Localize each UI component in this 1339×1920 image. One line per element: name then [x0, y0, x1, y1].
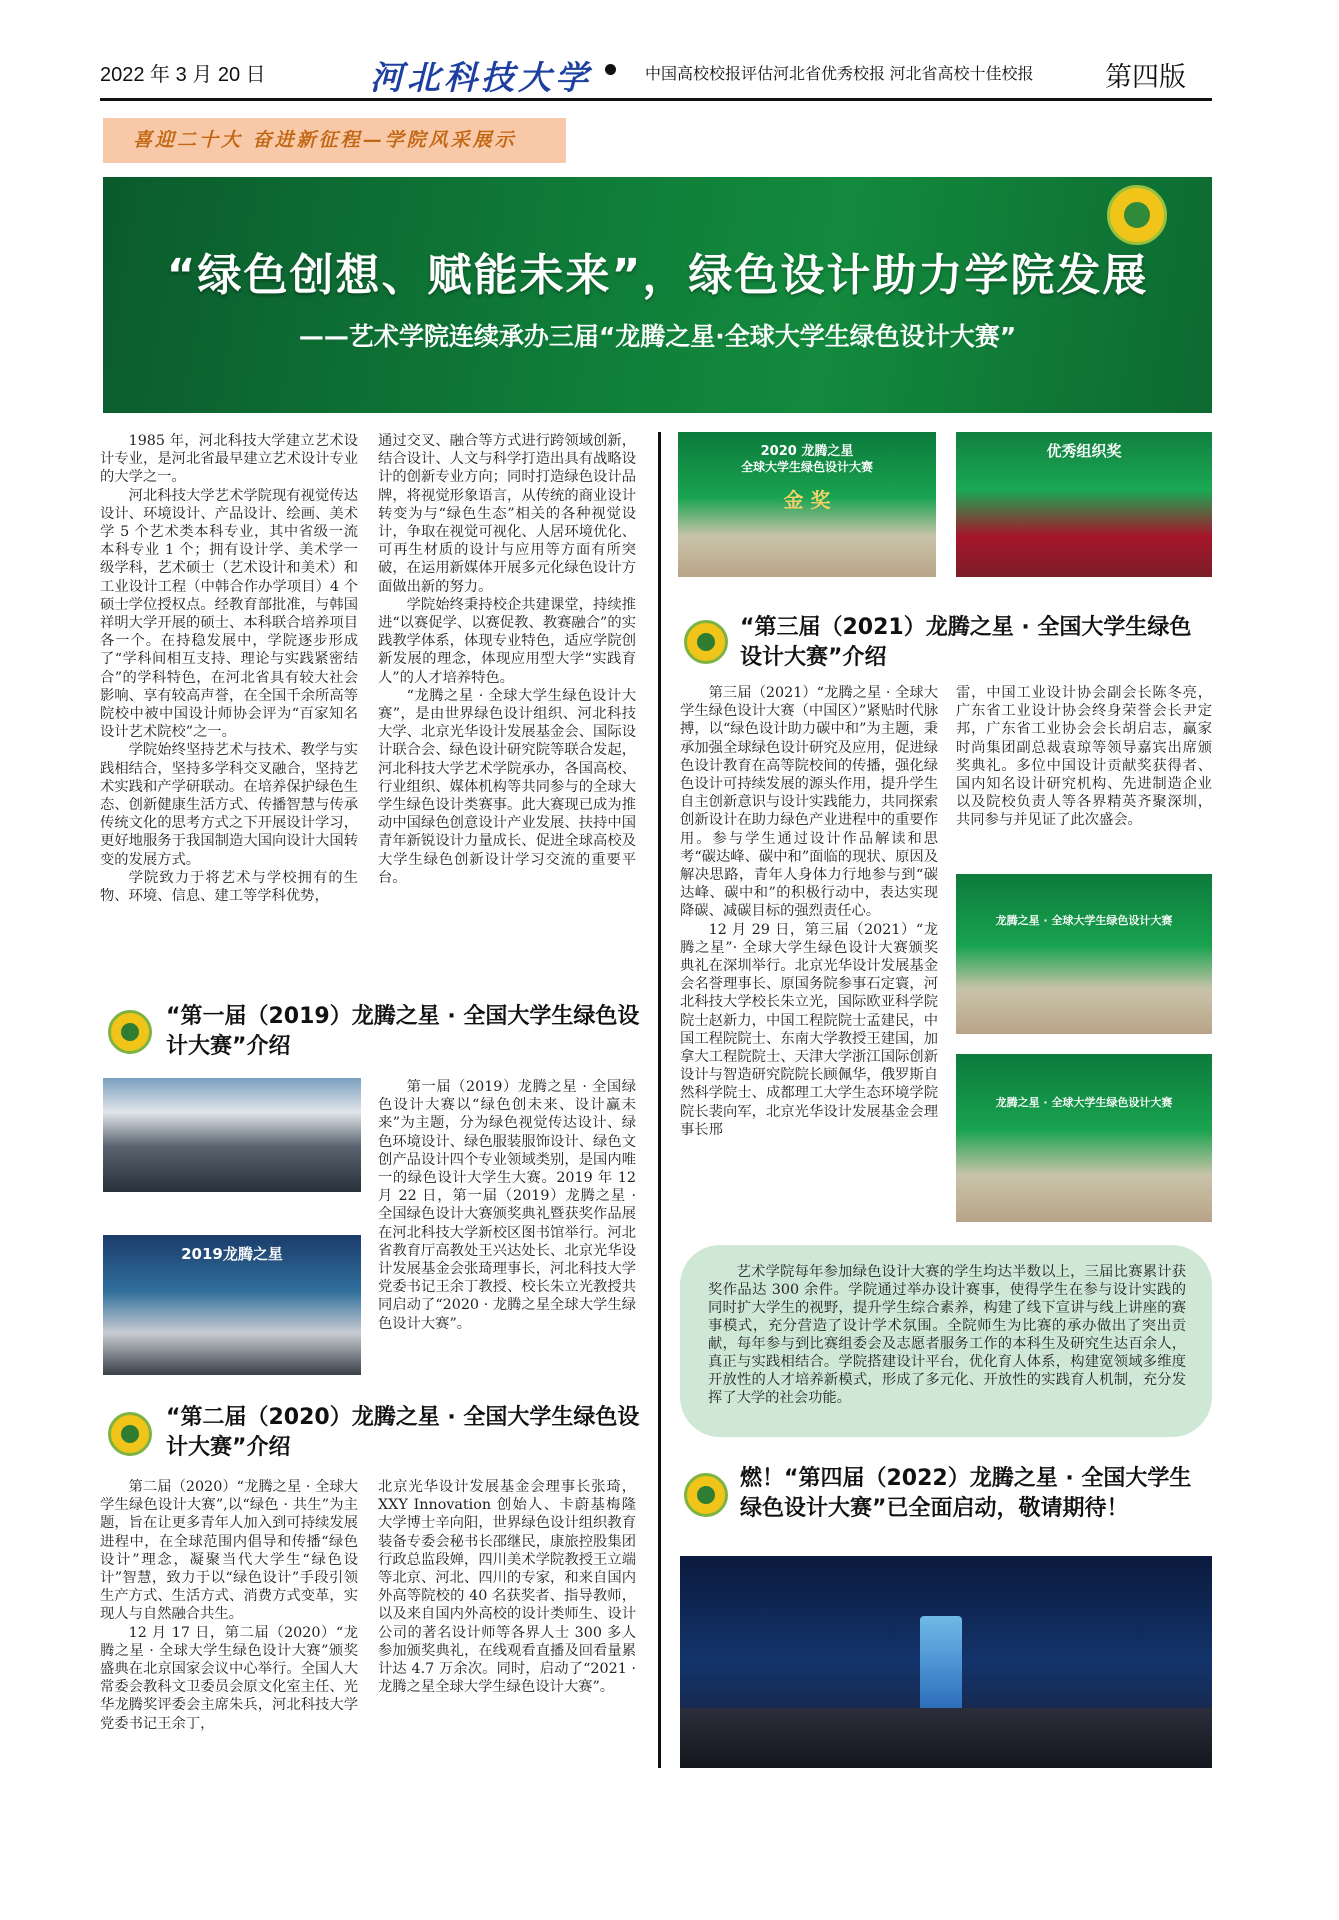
paragraph: 12 月 17 日，第二届（2020）“龙腾之星 · 全球大学生绿色设计大赛”颁奖盛典在北京国家会议中心举行。全国人大常委会教科文卫委员会原文化室主任、光华龙腾奖评委会主席朱兵，河北科技大学党委书记王余丁，	[100, 1624, 358, 1732]
photo-2019-ceremony	[103, 1235, 361, 1375]
page-number: 第四版	[1105, 62, 1186, 92]
paragraph: 第二届（2020）“龙腾之星 · 全球大学生绿色设计大赛”,以“绿色 · 共生”为主题，旨在让更多青年人加入到可持续发展进程中，在全球范围内倡导和传播“绿色设计”理念，凝聚当代大学生“绿色设计”智慧，致力于以“绿色设计”手段引领生产方式、生活方式、消费方式变革，实现人与自然融合共生。	[100, 1479, 358, 1623]
photo-2022-launch	[680, 1556, 1212, 1768]
masthead	[100, 52, 1212, 101]
paragraph: 学院始终秉持校企共建课堂，持续推进“以赛促学、以赛促教、教赛融合”的实践教学体系，体现专业特色，适应学院创新发展的理念，体现应用型大学“实践育人”的人才培养特色。	[378, 596, 636, 686]
intro-column-1	[100, 432, 358, 905]
paragraph: 第一届（2019）龙腾之星 · 全国绿色设计大赛以“绿色创未来、设计赢未来”为主题，分为绿色视觉传达设计、绿色环境设计、绿色服装服饰设计、绿色文创产品设计四个专业领域类别，是国内唯一的绿色设计大学生大赛。2019 年 12 月 22 日，第一届（2019）龙腾之星 · 全国绿色设计大赛颁奖典礼暨获奖作品展在河北科技大学新校区图书馆举行。河北省教育厅高教处王兴达处长、北京光华设计发展基金会张琦理事长，河北科技大学党委书记王余丁教授、校长朱立光教授共同启动了“2020 · 龙腾之星全球大学生绿色设计大赛”。	[378, 1079, 636, 1332]
headline-banner	[103, 177, 1212, 413]
paper-honors: 中国高校校报评估河北省优秀校报 河北省高校十佳校报	[645, 66, 1034, 83]
section-2020-column-1	[100, 1478, 358, 1733]
column-tag-label: 喜迎二十大 奋进新征程—学院风采展示	[133, 129, 517, 151]
photo-2019-students	[103, 1078, 361, 1192]
paragraph: 学院致力于将艺术与学校拥有的生物、环境、信息、建工等学科优势，	[100, 869, 358, 905]
stage-floor	[680, 1708, 1212, 1768]
contest-logo-icon	[1107, 185, 1167, 245]
contest-logo-icon	[684, 1473, 728, 1517]
column-tag	[103, 118, 566, 163]
section-heading-2019: “第一届（2019）龙腾之星 · 全国大学生绿色设计大赛”介绍	[166, 1004, 640, 1059]
section-2019-text	[378, 1078, 636, 1333]
stage-number-graphic	[920, 1616, 962, 1716]
photo-2020-gold-award	[678, 432, 936, 577]
separator-dot-icon	[605, 64, 616, 75]
paper-name: 河北科技大学	[370, 58, 592, 97]
photo-caption: 龙腾之星 · 全球大学生绿色设计大赛	[995, 1096, 1173, 1109]
headline-title: “绿色创想、赋能未来”，绿色设计助力学院发展	[166, 250, 1149, 301]
section-heading-2020: “第二届（2020）龙腾之星 · 全国大学生绿色设计大赛”介绍	[166, 1405, 640, 1460]
paragraph: 河北科技大学艺术学院现有视觉传达设计、环境设计、产品设计、绘画、美术学 5 个艺术类本科专业，其中省级一流本科专业 1 个；拥有设计学、美术学一级学科，艺术硕士（艺术设计和美术）和工业设计工程（中韩合作办学项目）4 个硕士学位授权点。经教育部批准，与韩国祥明大学开展的硕士、本科联合培养项目各一个。在持稳发展中，学院逐步形成了“学科间相互支持、理论与实践紧密结合”的学科特色，在河北省具有较大社会影响、享有较高声誉，在全国千余所高等院校中被中国设计师协会评为“百家知名设计艺术院校”之一。	[100, 487, 358, 741]
paragraph: 雷，中国工业设计协会副会长陈冬亮，广东省工业设计协会终身荣誉会长尹定邦，广东省工业协会会长胡启志，赢家时尚集团副总裁袁琼等领导嘉宾出席颁奖典礼。多位中国设计贡献奖获得者、国内知名设计研究机构、先进制造企业以及院校负责人等各界精英齐聚深圳，共同参与并见证了此次盛会。	[956, 685, 1212, 829]
photo-caption: 2019龙腾之星	[181, 1245, 283, 1263]
photo-caption: 2020 龙腾之星	[760, 444, 854, 459]
summary-box	[680, 1245, 1212, 1437]
paragraph: 北京光华设计发展基金会理事长张琦，XXY Innovation 创始人、卡蔚基梅隆大学博士辛向阳，世界绿色设计组织教育装备专委会秘书长邵继民，康旅控股集团行政总监段婵，四川美术学院教授王立端等北京、河北、四川的专家，和来自国内外高等院校的 40 名获奖者、指导教师，以及来自国内外高校的设计类师生、设计公司的著名设计师等各界人士 300 多人参加颁奖典礼，在线观看直播及回看量累计达 4.7 万余次。同时，启动了“2021 · 龙腾之星全球大学生绿色设计大赛”。	[378, 1479, 636, 1696]
contest-logo-icon	[108, 1412, 152, 1456]
headline-subtitle: ——艺术学院连续承办三届“龙腾之星·全球大学生绿色设计大赛”	[298, 322, 1017, 351]
photo-subcaption: 全球大学生绿色设计大赛	[740, 460, 873, 474]
intro-column-2	[378, 432, 636, 887]
section-2021-column-2	[956, 684, 1212, 830]
paragraph: 第三届（2021）“龙腾之星 · 全球大学生绿色设计大赛（中国区）”紧贴时代脉搏，以“绿色设计助力碳中和”为主题，秉承加强全球绿色设计研究及应用，促进绿色设计教育在高等院校间的传播，强化绿色设计可持续发展的源头作用，提升学生自主创新意识与设计实践能力，共同探索创新设计在助力绿色产业进程中的重要作用。参与学生通过设计作品解读和思考“碳达峰、碳中和”面临的现状、原因及解决思路，青年人身体力行地参与到“碳达峰、碳中和”的积极行动中，表达实现降碳、减碳目标的强烈责任心。	[680, 685, 938, 920]
section-2021-column-1	[680, 684, 938, 1139]
contest-logo-icon	[684, 620, 728, 664]
photo-organization-award	[956, 432, 1212, 577]
photo-2021-ceremony-1	[956, 874, 1212, 1034]
paragraph: 通过交叉、融合等方式进行跨领域创新，结合设计、人文与科学打造出具有战略设计的创新专业方向；同时打造绿色设计品牌，将视觉形象语言，从传统的商业设计转变为与“绿色生态”相关的各种视觉设计，争取在视觉可视化、人居环境优化、可再生材质的设计与应用等方面有所突破，在运用新媒体开展多元化绿色设计方面做出新的努力。	[378, 433, 636, 595]
paragraph: “龙腾之星 · 全球大学生绿色设计大赛”，是由世界绿色设计组织、河北科技大学、北京光华设计发展基金会、国际设计联合会、绿色设计研究院等联合发起，河北科技大学艺术学院承办，各国高校、行业组织、媒体机构等共同参与的全球大学生绿色设计类赛事。此大赛现已成为推动中国绿色创意设计产业发展、扶持中国青年新锐设计力量成长、促进全球高校及大学生绿色创新设计学习交流的重要平台。	[378, 687, 636, 886]
paragraph: 12 月 29 日，第三届（2021）“龙腾之星”· 全球大学生绿色设计大赛颁奖典礼在深圳举行。北京光华设计发展基金会名誉理事长、原国务院参事石定寰，河北科技大学校长朱立光，国际欧亚科学院院士赵新力，中国工程院院士孟建民，中国工程院院士、东南大学教授王建国，加拿大工程院院士、天津大学浙江国际创新设计与智造研究院院长顾佩华，俄罗斯自然科学院士、成都理工大学生态环境学院院长裴向军，北京光华设计发展基金会理事长邢	[680, 921, 938, 1138]
section-heading-2021: “第三届（2021）龙腾之星 · 全国大学生绿色设计大赛”介绍	[740, 615, 1192, 670]
photo-award-label: 金 奖	[783, 488, 831, 512]
paragraph: 艺术学院每年参加绿色设计大赛的学生均达半数以上，三届比赛累计获奖作品达 300 余件。学院通过举办设计赛事，使得学生在参与设计实践的同时扩大学生的视野，提升学生综合素养，构建了线下宣讲与线上讲座的赛事模式，充分营造了设计学术氛围。全院师生为比赛的承办做出了突出贡献，每年参与到比赛组委会及志愿者服务工作的本科生及研究生达百余人，真正与实践相结合。学院搭建设计平台，优化育人体系，构建宽领域多维度开放性的人才培养新模式，形成了多元化、开放性的实践育人机制，充分发挥了大学的社会功能。	[708, 1264, 1186, 1406]
summary-text	[708, 1263, 1186, 1407]
paragraph: 学院始终坚持艺术与技术、教学与实践相结合，坚持多学科交叉融合，坚持艺术实践和产学研联动。在培养保护绿色生态、创新健康生活方式、传播智慧与传承传统文化的思考方式之下开展设计学习，更好地服务于我国制造大国向设计大国转变的发展方式。	[100, 742, 358, 868]
section-2020-column-2	[378, 1478, 636, 1696]
photo-caption: 龙腾之星 · 全球大学生绿色设计大赛	[995, 914, 1173, 927]
photo-caption: 优秀组织奖	[1046, 442, 1122, 460]
column-divider	[658, 432, 661, 1768]
photo-2021-ceremony-2	[956, 1054, 1212, 1222]
paragraph: 1985 年，河北科技大学建立艺术设计专业，是河北省最早建立艺术设计专业的大学之一。	[100, 433, 358, 486]
contest-logo-icon	[108, 1010, 152, 1054]
issue-date: 2022 年 3 月 20 日	[100, 64, 266, 86]
section-heading-2022: 燃！“第四届（2022）龙腾之星 · 全国大学生绿色设计大赛”已全面启动，敬请期待！	[740, 1466, 1192, 1521]
